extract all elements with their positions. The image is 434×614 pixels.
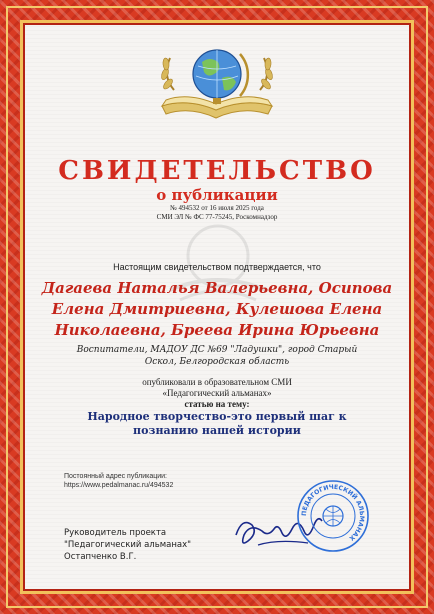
- published-line-2: «Педагогический альманах»: [162, 388, 272, 398]
- authors-names: Дагаева Наталья Валерьевна, Осипова Елена Дмитриевна, Кулешова Елена Николаевна, Бреева Ирина Юрьевна: [41, 279, 393, 339]
- head-title: Руководитель проекта: [64, 528, 167, 538]
- head-name: Остапченко В.Г.: [64, 552, 137, 562]
- stamp-text: ПЕДАГОГИЧЕСКИЙ АЛЬМАНАХ: [300, 483, 366, 542]
- head-project: "Педагогический альманах": [64, 540, 192, 550]
- published-line-1: опубликовали в образовательном СМИ: [142, 377, 292, 387]
- theme-label: статью на тему:: [184, 399, 250, 409]
- intro-text: Настоящим свидетельством подтверждается, что: [113, 262, 321, 272]
- certificate-subtitle: о публикации: [156, 186, 278, 204]
- registration-number: № 494532 от 16 июля 2025 года: [170, 204, 264, 212]
- authors-position: Воспитатели, МАДОУ ДС №69 "Ладушки", город Старый Оскол, Белгородская область: [76, 345, 358, 367]
- address-label: Постоянный адрес публикации:: [64, 473, 168, 480]
- certificate-title: СВИДЕТЕЛЬСТВО: [58, 156, 376, 186]
- globe-emblem-icon: [152, 40, 282, 128]
- smi-license: СМИ ЭЛ № ФС 77-75245, Роскомнадзор: [156, 213, 278, 221]
- stamp-icon: [296, 479, 370, 553]
- article-title: Народное творчество-это первый шаг к познанию нашей истории: [87, 410, 347, 437]
- publication-address-link[interactable]: https://www.pedalmanac.ru/494532: [64, 482, 174, 489]
